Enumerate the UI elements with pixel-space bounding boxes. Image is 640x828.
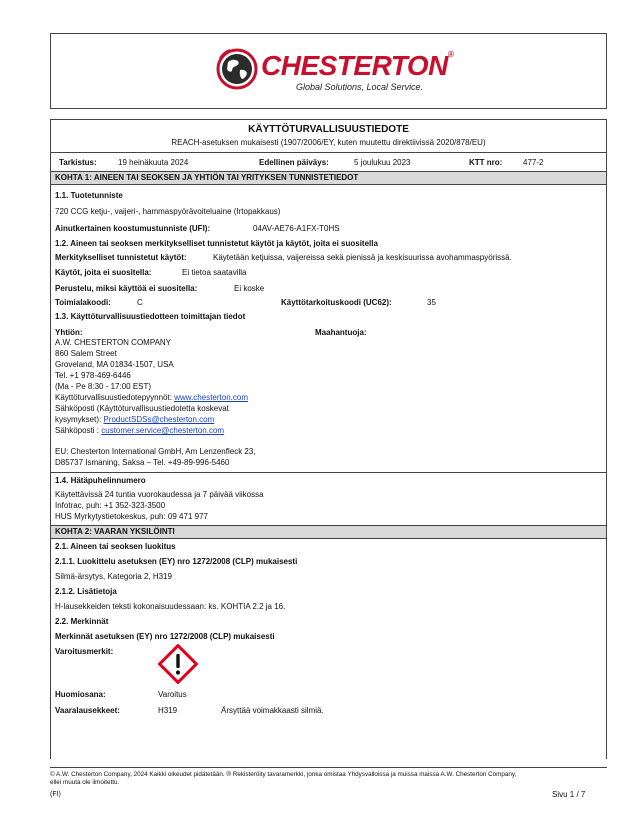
divider xyxy=(51,538,606,539)
website-link[interactable]: www.chesterton.com xyxy=(174,393,248,402)
divider xyxy=(51,184,606,185)
section-1-bar: KOHTA 1: AINEEN TAI SEOKSEN JA YHTIÖN TAI YRITYKSEN TUNNISTETIEDOT xyxy=(51,172,606,184)
heading-2-1-2: 2.1.2. Lisätietoja xyxy=(55,587,117,596)
importer-label: Maahantuoja: xyxy=(315,328,367,337)
copyright-line: © A.W. Chesterton Company, 2024 Kaikki oikeudet pidätetään. ® Rekisteröity tavaramerkki, jonka omistaa Yhdysvalloissa ja muissa maissa A.W. Chesterton Company, xyxy=(50,771,517,778)
registered-mark: ® xyxy=(447,50,454,59)
ufi-value: 04AV-AE76-A1FX-T0HS xyxy=(253,224,340,233)
pictograms-label: Varoitusmerkit: xyxy=(55,647,114,656)
use-code-label: Käyttötarkoituskoodi (UC62): xyxy=(281,298,392,307)
ghs-exclamation-icon xyxy=(158,644,198,684)
signal-word-label: Huomiosana: xyxy=(55,690,106,699)
hazard-statements-label: Vaaralausekkeet: xyxy=(55,706,120,715)
revision-value: 19 heinäkuuta 2024 xyxy=(118,158,189,167)
sector-code-value: C xyxy=(137,298,143,307)
ufi-label: Ainutkertainen koostumustunniste (UFI): xyxy=(55,224,211,233)
sds-inquiries: Käyttöturvallisuustiedotepyynnöt: www.chesterton.com xyxy=(55,393,248,402)
document-subtitle: REACH-asetuksen mukaisesti (1907/2006/EY, kuten muutettu direktiivissä 2020/878/EU) xyxy=(171,138,486,147)
previous-date-value: 5 joulukuu 2023 xyxy=(354,158,411,167)
section-2-bar: KOHTA 2: VAARAN YKSILÖINTI xyxy=(51,526,606,538)
divider xyxy=(51,152,606,153)
previous-date-label: Edellinen päiväys: xyxy=(259,158,329,167)
heading-1-1: 1.1. Tuotetunniste xyxy=(55,191,123,200)
language-code: (FI) xyxy=(50,791,61,798)
company-label: Yhtiön: xyxy=(55,328,83,337)
use-code-value: 35 xyxy=(427,298,436,307)
sds-document xyxy=(50,119,607,759)
divider xyxy=(51,472,606,473)
logo-box xyxy=(50,33,607,109)
uses-value: Käytetään ketjuissa, vaijereissa sekä pienissä ja keskisuurissa avohammaspyörissä. xyxy=(213,253,512,262)
footer-divider xyxy=(50,767,607,768)
classification: Silmä-ärsytys, Kategoria 2, H319 xyxy=(55,572,172,581)
emergency-line: Infotrac, puh: +1 352-323-3500 xyxy=(55,501,166,510)
not-recommended-label: Käytöt, joita ei suositella: xyxy=(55,268,152,277)
sds-email: kysymykset): ProductSDSs@chesterton.com xyxy=(55,415,215,424)
brand-name: CHESTERTON® xyxy=(261,50,454,81)
revision-label: Tarkistus: xyxy=(59,158,97,167)
heading-1-4: 1.4. Hätäpuhelinnumero xyxy=(55,476,146,485)
labelling-heading: Merkinnät asetuksen (EY) nro 1272/2008 (CLP) mukaisesti xyxy=(55,632,275,641)
hours-line: (Ma - Pe 8:30 - 17:00 EST) xyxy=(55,382,152,391)
ktt-label: KTT nro: xyxy=(469,158,503,167)
copyright-line: ellei muuta ole ilmoitettu. xyxy=(50,779,120,786)
phone-line: Tel. +1 978-469-6446 xyxy=(55,371,131,380)
email-note: Sähköposti (Käyttöturvallisuustiedotetta koskevat xyxy=(55,404,229,413)
reason-label: Perustelu, miksi käyttöä ei suositella: xyxy=(55,284,198,293)
heading-1-2: 1.2. Aineen tai seoksen merkitykselliset tunnistetut käytöt ja käytöt, joita ei suositella xyxy=(55,239,378,248)
hazard-text: Ärsyttää voimakkaasti silmiä. xyxy=(221,706,324,715)
heading-2-1: 2.1. Aineen tai seoksen luokitus xyxy=(55,542,176,551)
uses-label: Merkitykselliset tunnistetut käytöt: xyxy=(55,253,187,262)
eu-address: EU: Chesterton International GmbH, Am Lenzenfleck 23, xyxy=(55,447,256,456)
not-recommended-value: Ei tietoa saatavilla xyxy=(182,268,247,277)
signal-word-value: Varoitus xyxy=(158,690,187,699)
address-line: 860 Salem Street xyxy=(55,349,117,358)
ktt-value: 477-2 xyxy=(523,158,544,167)
address-line: Groveland, MA 01834-1507, USA xyxy=(55,360,174,369)
additional-info: H-lausekkeiden teksti kokonaisuudessaan: ks. KOHTIA 2.2 ja 16. xyxy=(55,602,286,611)
page-number: Sivu 1 / 7 xyxy=(552,790,586,799)
service-email: Sähköposti : customer.service@chesterton.com xyxy=(55,426,225,435)
brand-tagline: Global Solutions, Local Service. xyxy=(296,82,424,92)
emergency-line: Käytettävissä 24 tuntia vuorokaudessa ja 7 päivää viikossa xyxy=(55,490,264,499)
customer-service-email-link[interactable]: customer.service@chesterton.com xyxy=(101,426,225,435)
globe-icon xyxy=(216,48,258,90)
eu-address: D85737 Ismaning, Saksa – Tel. +49-89-996-5460 xyxy=(55,458,230,467)
reason-value: Ei koske xyxy=(234,284,265,293)
hazard-code: H319 xyxy=(158,706,178,715)
document-title: KÄYTTÖTURVALLISUUSTIEDOTE xyxy=(248,124,409,135)
product-name: 720 CCG ketju-, vaijeri-, hammaspyörävoiteluaine (Irtopakkaus) xyxy=(55,207,281,216)
heading-2-2: 2.2. Merkinnät xyxy=(55,617,109,626)
address-line: A.W. CHESTERTON COMPANY xyxy=(55,338,172,347)
emergency-line: HUS Myrkytystietokeskus, puh: 09 471 977 xyxy=(55,512,208,521)
heading-2-1-1: 2.1.1. Luokittelu asetuksen (EY) nro 1272/2008 (CLP) mukaisesti xyxy=(55,557,298,566)
heading-1-3: 1.3. Käyttöturvallisuustiedotteen toimittajan tiedot xyxy=(55,312,246,321)
product-sds-email-link[interactable]: ProductSDSs@chesterton.com xyxy=(103,415,215,424)
sector-code-label: Toimialakoodi: xyxy=(55,298,111,307)
